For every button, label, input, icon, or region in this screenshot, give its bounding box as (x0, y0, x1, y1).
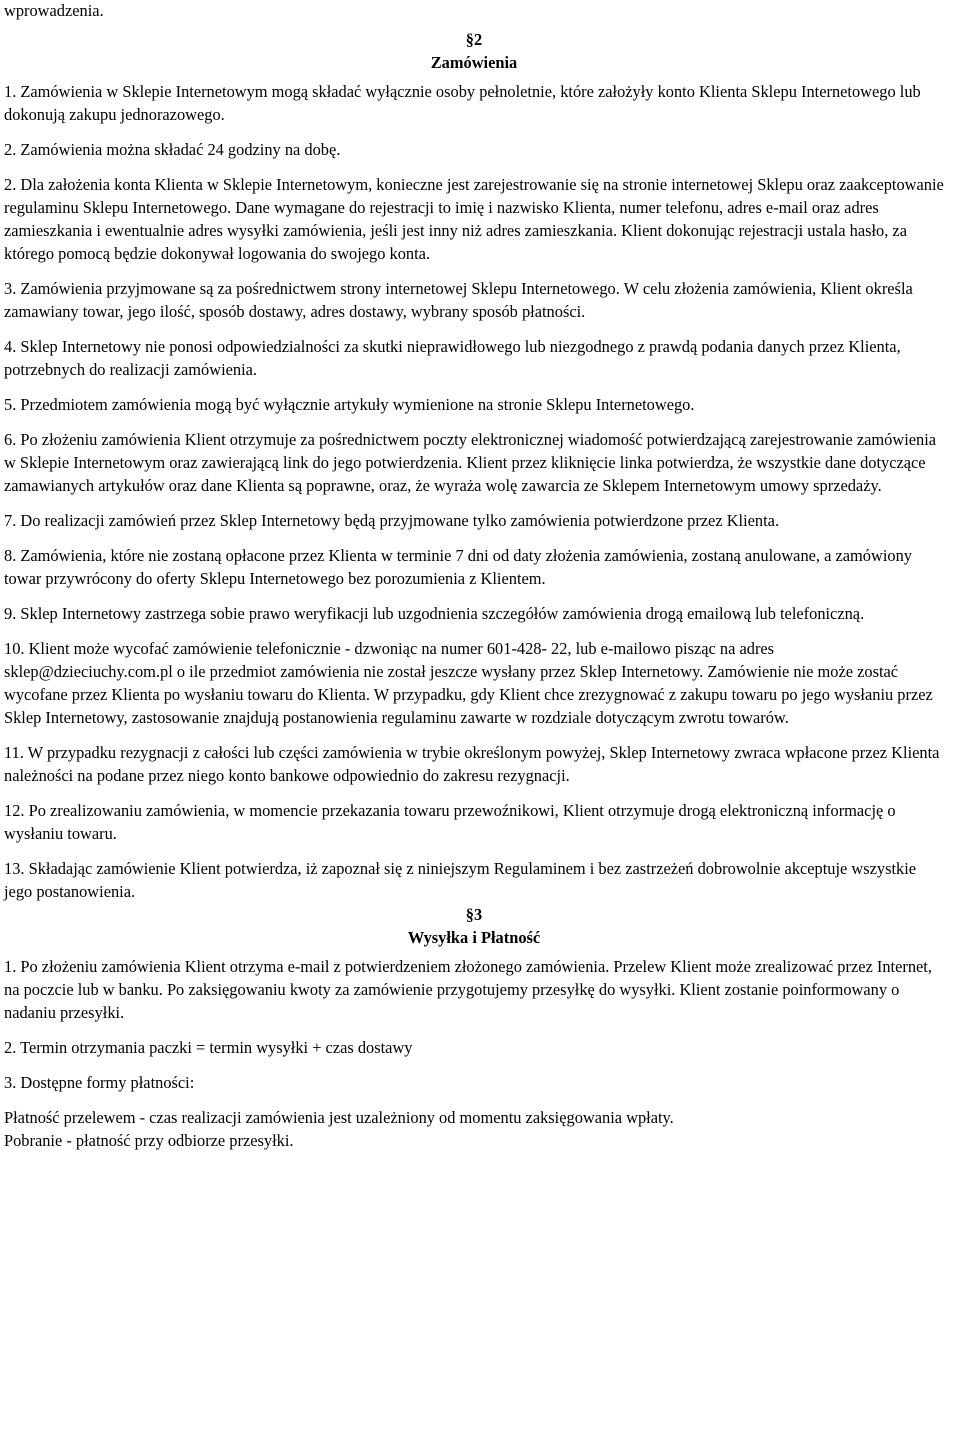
section-2-clause: 7. Do realizacji zamówień przez Sklep Internetowy będą przyjmowane tylko zamówienia potwierdzone przez Klienta. (4, 511, 780, 530)
section-2-clause: 5. Przedmiotem zamówienia mogą być wyłącznie artykuły wymienione na stronie Sklepu Internetowego. (4, 395, 695, 414)
section-2-clause: 1. Zamówienia w Sklepie Internetowym mogą składać wyłącznie osoby pełnoletnie, które założyły konto Klienta Sklepu Internetowego lub dokonują zakupu jednorazowego. (4, 82, 921, 124)
payment-method-transfer: Płatność przelewem - czas realizacji zamówienia jest uzależniony od momentu zaksięgowania wpłaty. (4, 1108, 674, 1127)
section-2-clause: 2. Zamówienia można składać 24 godziny na dobę. (4, 140, 341, 159)
section-2-heading (4, 28, 944, 74)
section-3-clause: 3. Dostępne formy płatności: (4, 1073, 195, 1092)
section-2-clause: 6. Po złożeniu zamówienia Klient otrzymuje za pośrednictwem poczty elektronicznej wiadomość potwierdzającą zarejestrowanie zamówienia w Sklepie Internetowym oraz zawierającą link do jego potwierdzenia. Klient przez kliknięcie linka potwierdza, że wszystkie dane dotyczące zamawianych artykułów oraz dane Klienta są poprawne, oraz, że wyraża wolę zawarcia ze Sklepem Internetowym umowy sprzedaży. (4, 430, 937, 495)
section-3-heading (4, 903, 944, 949)
payment-method-cod: Pobranie - płatność przy odbiorze przesyłki. (4, 1131, 294, 1150)
payment-methods-list (4, 1106, 944, 1152)
section-3-clause: 1. Po złożeniu zamówienia Klient otrzyma e-mail z potwierdzeniem złożonego zamówienia. Przelew Klient może zrealizować przez Internet, na poczcie lub w banku. Po zaksięgowaniu kwoty za zamówienie przygotujemy przesyłkę do wysyłki. Klient zostanie poinformowany o nadaniu przesyłki. (4, 957, 932, 1022)
section-2-clause: 9. Sklep Internetowy zastrzega sobie prawo weryfikacji lub uzgodnienia szczegółów zamówienia drogą emailową lub telefoniczną. (4, 604, 865, 623)
section-2-title: Zamówienia (430, 53, 518, 72)
section-2-clause: 2. Dla założenia konta Klienta w Sklepie Internetowym, konieczne jest zarejestrowanie się na stronie internetowej Sklepu oraz zaakceptowanie regulaminu Sklepu Internetowego. Dane wymagane do rejestracji to imię i nazwisko Klienta, numer telefonu, adres e-mail oraz adres zamieszkania i ewentualnie adres wysyłki zamówienia, jeśli jest inny niż adres zamieszkania. Klient dokonując rejestracji ustala hasło, za którego pomocą będzie dokonywał logowania do swojego konta. (4, 175, 944, 263)
section-2-clause: 3. Zamówienia przyjmowane są za pośrednictwem strony internetowej Sklepu Internetowego. W celu złożenia zamówienia, Klient określa zamawiany towar, jego ilość, sposób dostawy, adres dostawy, wybrany sposób płatności. (4, 279, 913, 321)
section-2-number: §2 (465, 30, 483, 49)
section-2-clause: 8. Zamówienia, które nie zostaną opłacone przez Klienta w terminie 7 dni od daty złożenia zamówienia, zostaną anulowane, a zamówiony towar przywrócony do oferty Sklepu Internetowego bez porozumienia z Klientem. (4, 546, 912, 588)
regulations-document (4, 0, 944, 1152)
section-2-clause: 4. Sklep Internetowy nie ponosi odpowiedzialności za skutki nieprawidłowego lub niezgodnego z prawdą podania danych przez Klienta, potrzebnych do realizacji zamówienia. (4, 337, 901, 379)
section-3-clause: 2. Termin otrzymania paczki = termin wysyłki + czas dostawy (4, 1038, 413, 1057)
section-2-clause: 13. Składając zamówienie Klient potwierdza, iż zapoznał się z niniejszym Regulaminem i bez zastrzeżeń dobrowolnie akceptuje wszystkie jego postanowienia. (4, 859, 917, 901)
section-2-clause: 10. Klient może wycofać zamówienie telefonicznie - dzwoniąc na numer 601-428- 22, lub e-mailowo pisząc na adres sklep@dzieciuchy.com.pl o ile przedmiot zamówienia nie został jeszcze wysłany przez Sklep Internetowy. Zamówienie nie może zostać wycofane przez Klienta po wysłaniu towaru do Klienta. W przypadku, gdy Klient chce zrezygnować z zakupu towaru po jego wysłaniu przez Sklep Internetowy, zastosowanie znajdują postanowienia regulaminu zawarte w rozdziale dotyczącym zwrotu towarów. (4, 639, 933, 727)
previous-section-tail: wprowadzenia. (4, 1, 104, 20)
section-3-number: §3 (465, 905, 483, 924)
section-2-clause: 12. Po zrealizowaniu zamówienia, w momencie przekazania towaru przewoźnikowi, Klient otrzymuje drogą elektroniczną informację o wysłaniu towaru. (4, 801, 896, 843)
section-3-title: Wysyłka i Płatność (407, 928, 541, 947)
section-2-clause: 11. W przypadku rezygnacji z całości lub części zamówienia w trybie określonym powyżej, Sklep Internetowy zwraca wpłacone przez Klienta należności na podane przez niego konto bankowe odpowiednio do zakresu rezygnacji. (4, 743, 940, 785)
